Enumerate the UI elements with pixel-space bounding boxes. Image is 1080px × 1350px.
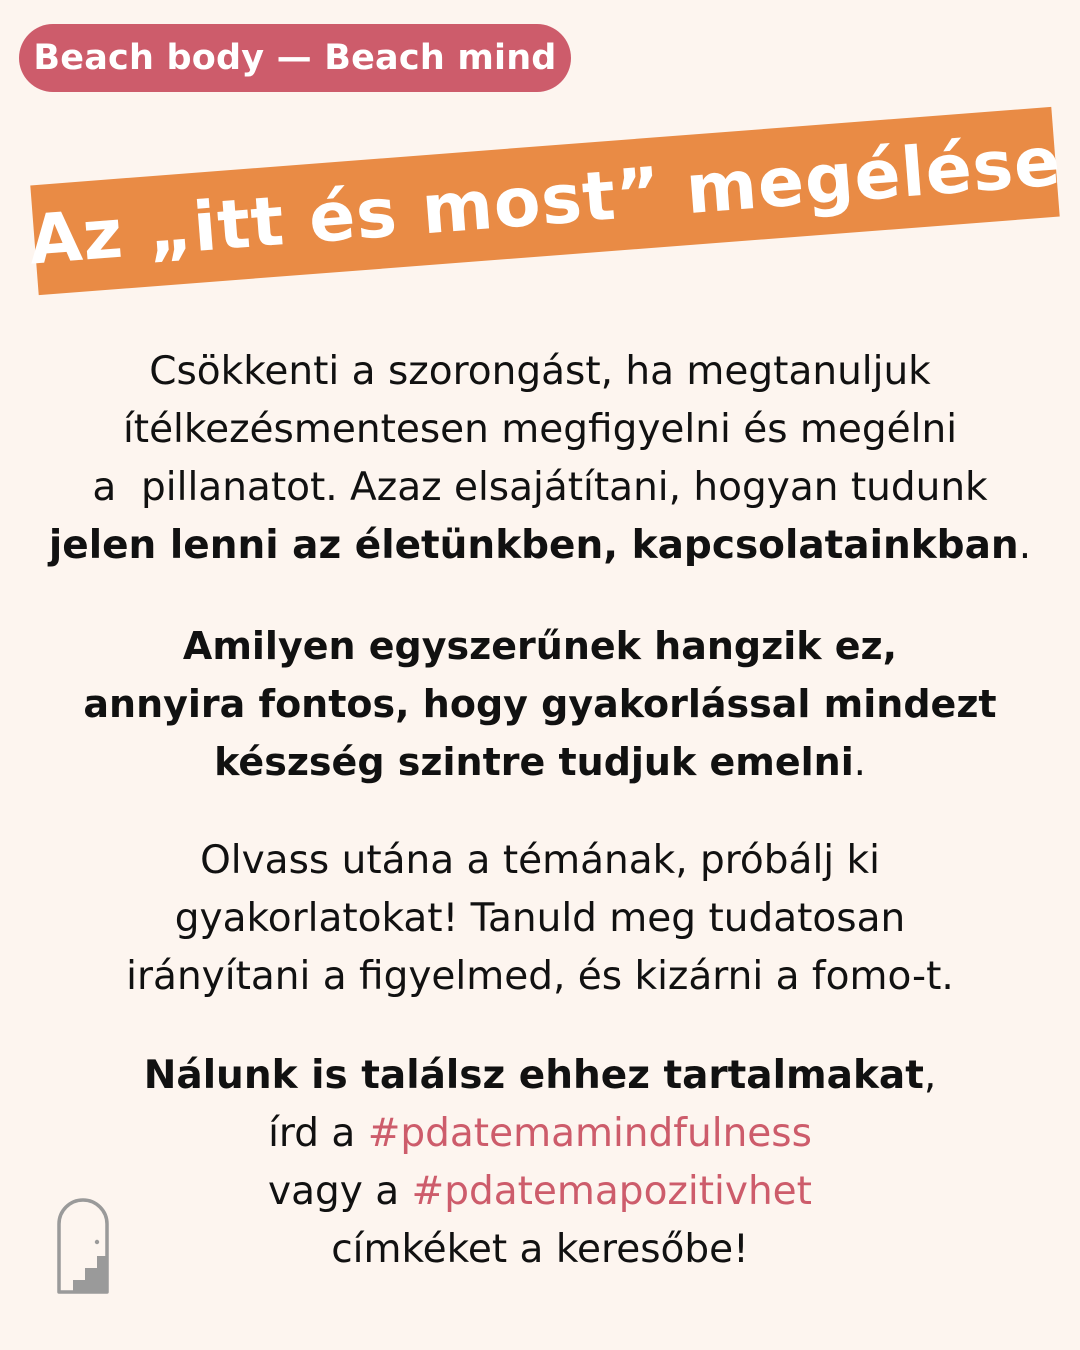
series-badge xyxy=(19,24,571,92)
advice-line-1: Olvass utána a témának, próbálj ki xyxy=(200,838,880,883)
emphasis-line-3-end: . xyxy=(853,740,866,784)
advice-line-3: irányítani a figyelmed, és kizárni a fomo-t. xyxy=(126,954,954,999)
intro-line-3: a pillanatot. Azaz elsajátítani, hogyan tudunk xyxy=(92,465,988,510)
door-stairs-logo-icon xyxy=(55,1194,111,1294)
cta-line-3-pre: vagy a xyxy=(268,1169,412,1214)
hashtag-mindfulness[interactable]: #pdatemamindfulness xyxy=(367,1111,812,1156)
emphasis-line-3: készség szintre tudjuk emelni xyxy=(214,740,854,784)
cta-paragraph xyxy=(0,1047,1080,1279)
emphasis-paragraph xyxy=(0,617,1080,791)
cta-line-1-end: , xyxy=(923,1053,937,1098)
emphasis-line-1: Amilyen egyszerűnek hangzik ez, xyxy=(182,624,898,668)
advice-line-2: gyakorlatokat! Tanuld meg tudatosan xyxy=(174,896,906,941)
intro-line-4-end: . xyxy=(1018,523,1032,568)
intro-line-1: Csökkenti a szorongást, ha megtanuljuk xyxy=(149,349,931,394)
cta-line-1-bold: Nálunk is találsz ehhez tartalmakat xyxy=(143,1053,924,1098)
title-banner xyxy=(26,107,1064,295)
cta-line-2-pre: írd a xyxy=(268,1111,368,1156)
advice-paragraph xyxy=(0,832,1080,1006)
hashtag-pozitivhet[interactable]: #pdatemapozitivhet xyxy=(411,1169,812,1214)
cta-line-4: címkéket a keresőbe! xyxy=(331,1227,749,1272)
series-badge-label: Beach body — Beach mind xyxy=(33,38,557,78)
emphasis-line-2: annyira fontos, hogy gyakorlással mindezt xyxy=(83,682,997,726)
page-title: Az „itt és most” megélése xyxy=(26,121,1064,281)
intro-line-2: ítélkezésmentesen megfigyelni és megélni xyxy=(122,407,958,452)
intro-line-4-bold: jelen lenni az életünkben, kapcsolatainkban xyxy=(48,523,1019,568)
intro-paragraph xyxy=(0,343,1080,575)
